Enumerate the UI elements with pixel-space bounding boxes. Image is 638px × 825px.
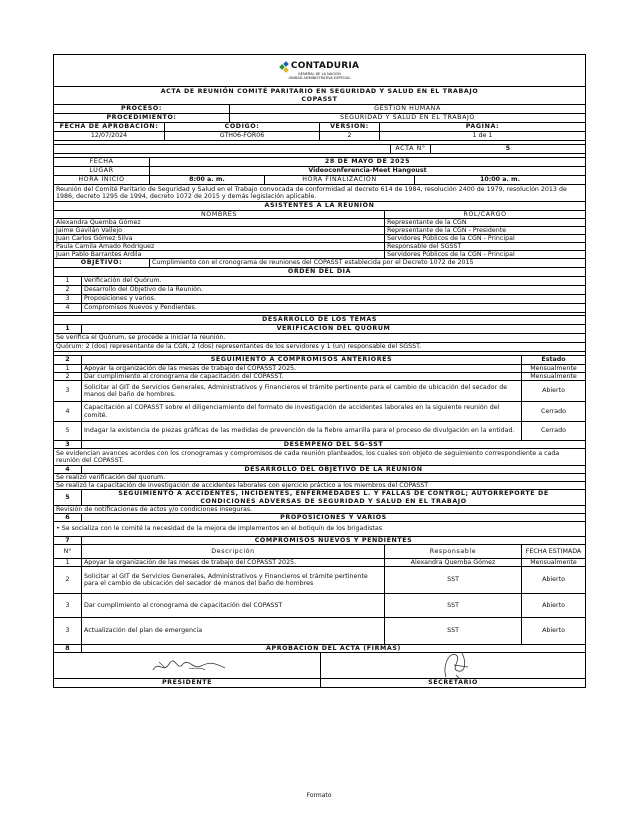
col-rol: ROL/CARGO xyxy=(384,211,585,218)
procedimiento-label: PROCEDIMIENTO: xyxy=(106,114,177,122)
col-descripcion: Descripción xyxy=(81,545,384,558)
objetivo-value: Cumplimiento con el cronograma de reuniones del COPASST establecida por el Decreto 1072 de 2015 xyxy=(149,259,585,267)
codigo-label: CÓDIGO: xyxy=(164,123,319,131)
version-label: VERSIÓN: xyxy=(319,123,379,131)
seguimiento-row: 3 Solicitar al GIT de Servicios Generales, Administrativos y Financieros el trámite pertinente para el cambio de ubicación del secador de manos del baño de hombres. Abierto xyxy=(54,380,585,401)
asistente-row: Paula Camila Amado Rodríguez Responsable del SGSST xyxy=(54,242,585,250)
procedimiento-value: SEGURIDAD Y SALUD EN EL TRABAJO xyxy=(229,114,585,122)
seguimiento-row: 2 Dar cumplimiento al cronograma de capacitación del COPASST. Mensualmente xyxy=(54,372,585,380)
seguimiento-row: 4 Capacitación al COPASST sobre el diligenciamiento del formato de investigación de accidentes laborales en la siguiente reunión del comité. Cerrado xyxy=(54,401,585,421)
hora-fin-value: 10:00 a. m. xyxy=(414,176,585,184)
compromiso-row: 2 Solicitar al GIT de Servicios Generales, Administrativos y Financieros el trámite pertinente para el cambio de ubicación del secador de manos del baño de hombres SST Abierto xyxy=(54,566,585,593)
logo-row xyxy=(54,55,585,86)
compromiso-row: 1 Apoyar la organización de las mesas de trabajo del COPASST 2025. Alexandra Quemba Gómez Mensualmente xyxy=(54,558,585,566)
seguimiento-row: 1 Apoyar la organización de las mesas de trabajo del COPASST 2025. Mensualmente xyxy=(54,364,585,372)
asistente-row: Juan Carlos Gómez Silva Servidores Públicos de la CGN - Principal xyxy=(54,234,585,242)
hora-inicio-value: 8:00 a. m. xyxy=(149,176,264,184)
logo-mark-icon xyxy=(280,62,289,72)
revision-text: Revisión de notificaciones de actos y/o condiciones inseguras. xyxy=(56,506,253,513)
compromisos-title: COMPROMISOS NUEVOS Y PENDIENTES xyxy=(81,537,585,544)
proposiciones-text: • Se socializa con le comité la necesidad de la mejora de implementos en el botiquín de los brigadistas xyxy=(56,525,383,533)
proceso-value: GESTIÓN HUMANA xyxy=(229,105,585,113)
pagina-label: PÁGINA: xyxy=(379,123,585,131)
quorum-line2: Quórum: 2 (dos) representante de la CGN, 2 (dos) representantes de los servidores y 1 (un) responsable del SGSST. xyxy=(56,343,422,351)
seguimiento-accidentes-title: SEGUIMIENTO A ACCIDENTES, INCIDENTES, ENFERMEDADES L. Y FALLAS DE CONTROL; AUTORREPORTE DE CONDICIONES ADVERSAS DE SEGURIDAD Y SALUD EN EL TRABAJO xyxy=(81,490,585,505)
orden-item: 1 Verificación del Quórum. xyxy=(54,276,585,285)
objetivo-line1: Se realizó verificación del quorum. xyxy=(56,474,166,481)
contaduria-logo xyxy=(280,62,359,80)
orden-title: ORDEN DEL DÍA xyxy=(287,268,352,276)
orden-item: 2 Desarrollo del Objetivo de la Reunión. xyxy=(54,285,585,294)
logo-sub2: UNIDAD ADMINISTRATIVA ESPECIAL xyxy=(288,75,351,80)
seguimiento-title: SEGUIMIENTO A COMPROMISOS ANTERIORES xyxy=(81,356,521,364)
hora-fin-label: HORA FINALIZACIÓN xyxy=(264,176,414,184)
compromiso-row: 3 Actualización del plan de emergencia SST Abierto xyxy=(54,617,585,644)
pagina-value: 1 de 1 xyxy=(379,132,585,140)
acta-number: 5 xyxy=(430,145,585,153)
document-title: ACTA DE REUNIÓN COMITÉ PARITARIO EN SEGURIDAD Y SALUD EN EL TRABAJO COPASST xyxy=(160,88,479,103)
firma-presidente xyxy=(54,653,320,678)
acta-label: ACTA N° xyxy=(390,145,430,153)
asistentes-title: ASISTENTES A LA REUNIÓN xyxy=(264,202,375,210)
objetivo-label: OBJETIVO: xyxy=(80,259,123,267)
desarrollo-title: DESARROLLO DE LOS TEMAS xyxy=(262,316,377,324)
asistente-row: Juan Pablo Barrantes Ardila Servidores Públicos de la CGN - Principal xyxy=(54,250,585,258)
version-value: 2 xyxy=(319,132,379,140)
desempeno-text: Se evidencian avances acordes con los cronogramas y compromisos de cada reunión planteados, los cuales son objeto de seguimiento correspondiente a cada reunión del COPASST. xyxy=(56,449,560,464)
signature-presidente-icon xyxy=(149,656,229,676)
codigo-value: GTH06-FOR06 xyxy=(164,132,319,140)
fecha-aprobacion-value: 12/07/2024 xyxy=(90,132,128,140)
acta-document: CONTADURIA GENERAL DE LA NACIÓN UNIDAD ADMINISTRATIVA ESPECIAL ACTA DE REUNIÓN COMITÉ PARITARIO EN SEGURIDAD Y SALUD EN EL TRABAJO COPASST PROCESO: GESTIÓN HUMANA PROCEDIMIENTO: SEGURIDAD Y SALUD EN EL TRABAJO FECHA DE APROBACIÓN: CÓDIGO: VERSIÓN: PÁGINA: 12/07/2024 GTH06-FOR06 2 1 de 1 ACTA N° 5 FECHA 28 DE MAYO DE 2025 LUGAR Videoconferencia-Meet Hangoust HORA INICIO 8:00 a. m. HORA FINALIZACIÓN 10:00 a. m. Reunión del Comité Paritario de Seguridad y Salud en el Trabajo convocada de conformidad al decreto 614 de 1984, resolución 2400 de 1979, resolución 2013 de 1986, decreto 1295 de 1994, decreto 1072 de 2015 y demás legislación aplicable. ASISTENTES A LA REUNIÓN NOMBRES ROL/CARGO Alexandra Quemba Gómez Representante de la CGN Jaime Gavilán Vallejo Representante de la CGN - Presidente Juan Carlos Gómez Silva Servidores Públicos de la CGN - Principal Paula Camila Amado Rodríguez Responsable del SGSST Juan Pablo Barrantes Ardila Servidores Públicos de la CGN - Principal OBJETIVO: Cumplimiento con el cronograma de reuniones del COPASST establecida por el Decreto 1072 de 2015 ORDEN DEL DÍA 1 Verificación del Quórum. 2 Desarrollo del Objetivo de la Reunión. 3 Proposiciones y varios. 4 Compromisos Nuevos y Pendientes. DESARROLLO DE LOS TEMAS 1 VERIFICACIÓN DEL QUORUM Se verifica el Quórum, se procede a iniciar la reunión. Quórum: 2 (dos) representante de la CGN, 2 (dos) representantes de los servidores y 1 (un) responsable del SGSST. 2 SEGUIMIENTO A COMPROMISOS ANTERIORES Estado 1 Apoyar la organización de las mesas de trabajo del COPASST 2025. Mensualmente 2 Dar cumplimiento al cronograma de capacitación del COPASST. Mensualmente 3 Solicitar al GIT de Servicios Generales, Administrativos y Financieros el trámite pertinente para el cambio de ubicación del secador de manos del baño de hombres. Abierto 4 Capacitación al COPASST sobre el diligenciamiento del formato de investigación de accidentes laborales en la siguiente reunión del comité. Cerrado 5 Indagar la existencia de piezas gráficas de las medidas de prevención de la fiebre amarilla para el proceso de divulgación en la entidad. Cerrado 3 DESEMPEÑO DEL SG-SST Se evidencian avances acordes con los cronogramas y compromisos de cada reunión planteados, los cuales son objeto de seguimiento correspondiente a cada reunión del COPASST. 4 DESARROLLO DEL OBJETIVO DE LA REUNIÓN Se realizó verificación del quorum. Se realizó la capacitación de investigación de accidentes laborales con ejercicio práctico a los miembros del COPASST 5 SEGUIMIENTO A ACCIDENTES, INCIDENTES, ENFERMEDADES L. Y FALLAS DE CONTROL; AUTORREPORTE DE CONDICIONES ADVERSAS DE SEGURIDAD Y SALUD EN EL TRABAJO Revisión de notificaciones de actos y/o condiciones inseguras. 6 PROPOSICIONES Y VARIOS • Se socializa con le comité la necesidad de la mejora de implementos en el botiquín de los brigadistas 7 COMPROMISOS NUEVOS Y PENDIENTES N° Descripción Responsable FECHA ESTIMADA 1 Apoyar la organización de las mesas de trabajo del COPASST 2025. Alexandra Quemba Gómez Mensualmente 2 Solicitar al GIT de Servicios Generales, Administrativos y Financieros el trámite pertinente para el cambio de ubicación del secador de manos del baño de hombres SST Abierto 3 Dar cumplimiento al cronograma de capacitación del COPASST SST Abierto 3 Actualización del plan de emergencia SST Abierto 8 APROBACIÓN DEL ACTA (FIRMAS) PRESIDENTE SECRETARIO xyxy=(53,54,586,688)
hora-inicio-label: HORA INICIO xyxy=(78,176,125,184)
col-n: N° xyxy=(63,547,72,555)
presidente-label: PRESIDENTE xyxy=(161,679,213,687)
desempeno-title: DESEMPEÑO DEL SG-SST xyxy=(81,441,585,448)
firma-secretario xyxy=(320,653,585,678)
intro-text: Reunión del Comité Paritario de Seguridad y Salud en el Trabajo convocada de conformidad al decreto 614 de 1984, resolución 2400 de 1979, resolución 2013 de 1986, decreto 1295 de 1994, decreto 1072 de 2015 y demás legislación aplicable. xyxy=(56,185,567,200)
logo-name: CONTADURIA xyxy=(290,60,360,71)
compromiso-row: 3 Dar cumplimiento al cronograma de capacitación del COPASST SST Abierto xyxy=(54,593,585,617)
aprobacion-title: APROBACIÓN DEL ACTA (FIRMAS) xyxy=(81,645,585,652)
orden-item: 4 Compromisos Nuevos y Pendientes. xyxy=(54,303,585,312)
secretario-label: SECRETARIO xyxy=(320,679,585,687)
signature-secretario-icon xyxy=(436,653,476,678)
col-responsable: Responsable xyxy=(384,545,521,558)
seguimiento-row: 5 Indagar la existencia de piezas gráficas de las medidas de prevención de la fiebre amarilla para el proceso de divulgación en la entidad. Cerrado xyxy=(54,421,585,440)
quorum-title: VERIFICACIÓN DEL QUORUM xyxy=(81,325,585,333)
logo-sub1: GENERAL DE LA NACIÓN xyxy=(298,71,341,76)
asistente-row: Alexandra Quemba Gómez Representante de la CGN xyxy=(54,218,585,226)
lugar-label: LUGAR xyxy=(89,167,114,175)
lugar-value: Videoconferencia-Meet Hangoust xyxy=(149,167,585,175)
proceso-label: PROCESO: xyxy=(121,105,162,113)
col-fecha: FECHA ESTIMADA xyxy=(521,545,585,558)
estado-header: Estado xyxy=(521,356,585,364)
fecha-value: 28 DE MAYO DE 2025 xyxy=(149,158,585,166)
fecha-label: FECHA xyxy=(89,158,114,166)
col-nombres: NOMBRES xyxy=(201,211,237,218)
objetivo-line2: Se realizó la capacitación de investigación de accidentes laborales con ejercicio práctico a los miembros del COPASST xyxy=(56,482,429,489)
proposiciones-title: PROPOSICIONES Y VARIOS xyxy=(81,514,585,521)
fecha-aprobacion-label: FECHA DE APROBACIÓN: xyxy=(59,123,159,131)
asistente-row: Jaime Gavilán Vallejo Representante de la CGN - Presidente xyxy=(54,226,585,234)
orden-item: 3 Proposiciones y varios. xyxy=(54,294,585,303)
quorum-line1: Se verifica el Quórum, se procede a iniciar la reunión. xyxy=(56,334,226,342)
objetivo-reunion-title: DESARROLLO DEL OBJETIVO DE LA REUNIÓN xyxy=(81,466,585,473)
footer-label: Formato xyxy=(306,792,332,799)
